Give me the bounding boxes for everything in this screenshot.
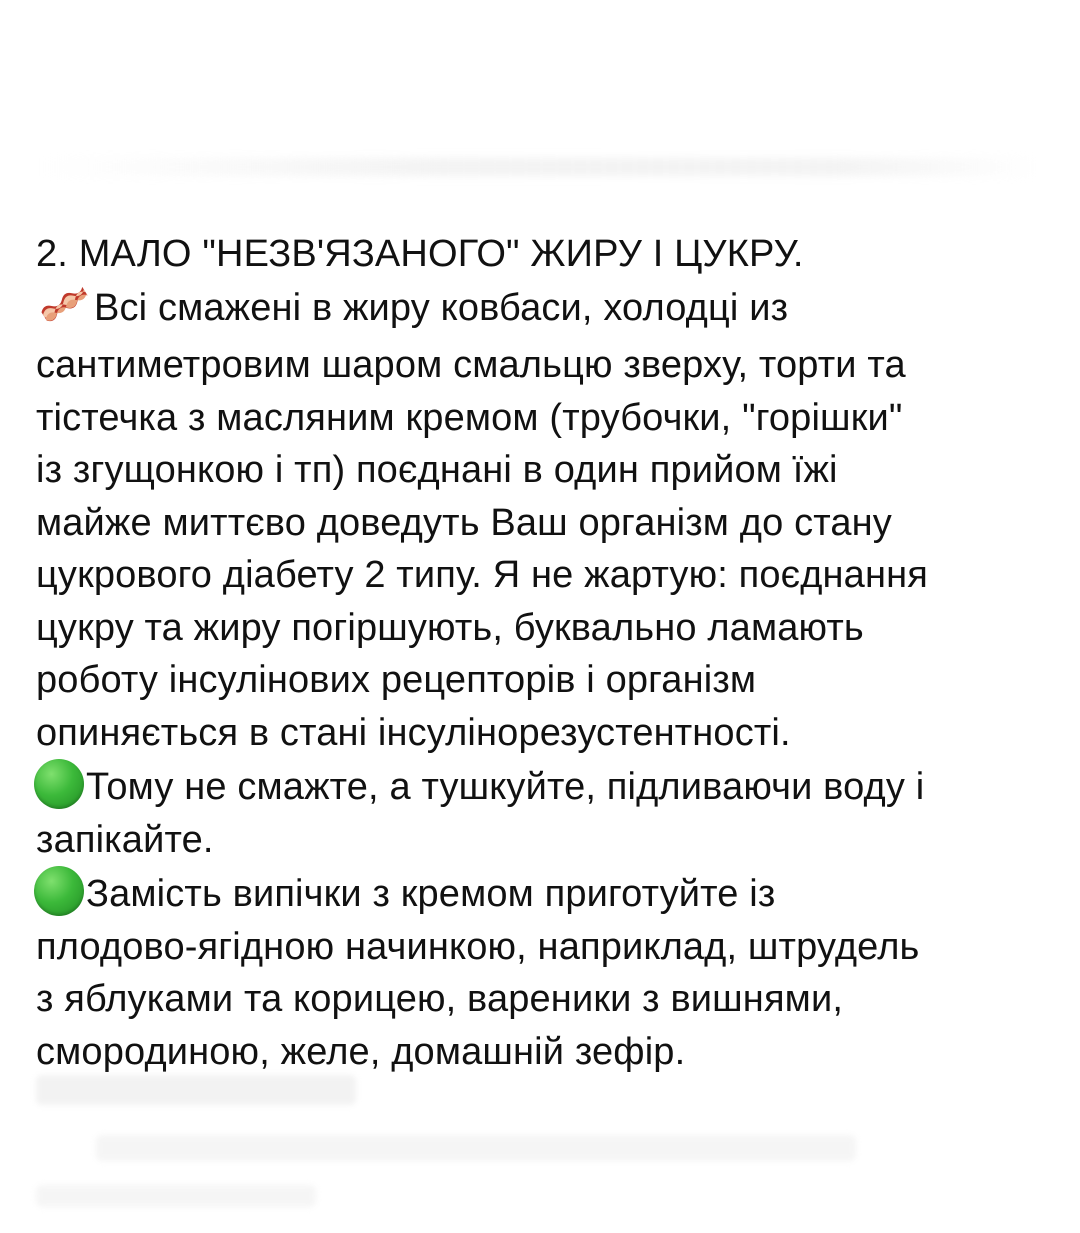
section-heading: 2. МАЛО "НЕЗВ'ЯЗАНОГО" ЖИРУ І ЦУКРУ.: [36, 233, 804, 275]
paragraph-line: опиняється в стані інсулінорезустентності.: [36, 711, 791, 754]
faded-previous-text: [40, 158, 1040, 176]
paragraph-dessert-advice: [36, 866, 1066, 1078]
paragraph-line: з яблуками та корицею, вареники з вишнями,: [36, 978, 844, 1020]
paragraph-line: майже миттєво доведуть Ваш організм до стану: [36, 501, 892, 544]
green-circle-icon: [34, 759, 84, 809]
green-circle-icon: [34, 866, 84, 916]
paragraph-fats-sugar: [36, 281, 1066, 760]
paragraph-line: Всі смажені в жиру ковбаси, холодці из: [36, 281, 1066, 340]
bacon-icon: [36, 281, 92, 340]
paragraph-line: цукру та жиру погіршують, буквально ламають: [36, 606, 864, 649]
paragraph-stew-advice: [36, 759, 1066, 866]
post-content: [36, 228, 1066, 1078]
paragraph-line: сантиметровим шаром смальцю зверху, торти та: [36, 344, 906, 386]
paragraph-line: роботу інсулінових рецепторів і організм: [36, 659, 757, 701]
paragraph-line: тістечка з масляним кремом (трубочки, "горішки": [36, 396, 903, 439]
paragraph-line: Замість випічки з кремом приготуйте із: [36, 866, 1066, 921]
paragraph-line: цукрового діабету 2 типу. Я не жартую: поєднання: [36, 554, 928, 596]
faded-next-text: [36, 1075, 896, 1195]
paragraph-line: із згущонкою і тп) поєднані в один прийом їжі: [36, 449, 838, 491]
paragraph-line: запікайте.: [36, 818, 214, 861]
paragraph-line: Тому не смажте, а тушкуйте, підливаючи воду і: [36, 759, 1066, 814]
paragraph-line: смородиною, желе, домашній зефір.: [36, 1030, 686, 1073]
paragraph-line: плодово-ягідною начинкою, наприклад, штрудель: [36, 925, 920, 968]
